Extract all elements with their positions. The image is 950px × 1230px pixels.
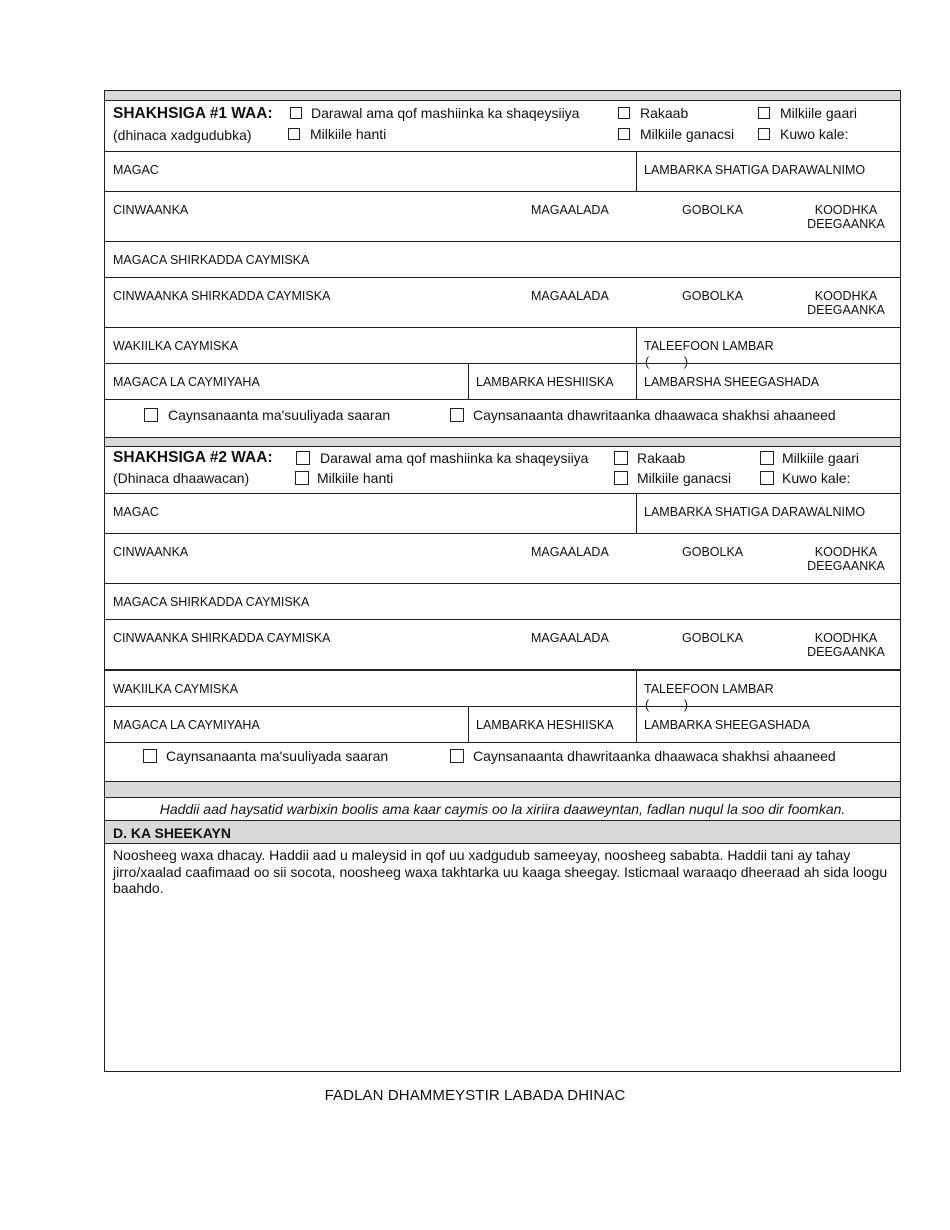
witness1-policy-field[interactable]: LAMBARKA HESHIISKA [476, 375, 614, 389]
witness2-owner-label: Milkiile hanti [317, 470, 394, 486]
witness2-phone-field[interactable]: TALEEFOON LAMBAR [644, 682, 774, 696]
witness2-license-field[interactable]: LAMBARKA SHATIGA DARAWALNIMO [644, 505, 866, 519]
witness2-liability-label: Caynsanaanta ma'suuliyada saaran [166, 748, 389, 764]
top-band [105, 91, 900, 101]
witness1-driver-checkbox[interactable] [290, 107, 302, 119]
witness2-subtitle: (Dhinaca dhaawacan) [113, 470, 250, 486]
witness1-pedestrian-checkbox[interactable] [618, 128, 630, 140]
witness1-pedestrian-label: Milkiile ganacsi [640, 126, 735, 142]
witness1-vehicle-owner-checkbox[interactable] [758, 107, 770, 119]
witness1-zip-field[interactable]: KOODHKA DEEGAANKA [807, 203, 885, 231]
witness2-pip-checkbox[interactable] [450, 749, 464, 763]
witness1-insurance-name-field[interactable]: MAGACA SHIRKADDA CAYMISKA [113, 253, 310, 267]
witness2-other-checkbox[interactable] [760, 471, 774, 485]
witness1-driver-label: Darawal ama qof mashiinka ka shaqeysiiya [311, 105, 580, 121]
section-d-instructions: Noosheeg waxa dhacay. Haddii aad u maleysid in qof uu xadgudub sameeyay, noosheeg sababta. Haddii tani ay tahay jirro/xaalad caafimaad oo sii socota, noosheeg waxa takhtarka uu kaaga sheegay. Isticmaal waraaqo dheeraad ah sida loogu baahdo. [113, 847, 888, 896]
witness1-insurance-city-field[interactable]: MAGAALADA [531, 289, 609, 303]
witness1-passenger-checkbox[interactable] [618, 107, 630, 119]
middle-band [105, 437, 900, 447]
witness2-pedestrian-label: Milkiile ganacsi [637, 470, 732, 486]
witness1-state-field[interactable]: GOBOLKA [682, 203, 744, 217]
section-d-writing-area[interactable] [105, 897, 900, 1071]
witness1-city-field[interactable]: MAGAALADA [531, 203, 609, 217]
witness2-vehicle-owner-label: Milkiile gaari [782, 450, 860, 466]
witness2-agent-field[interactable]: WAKIILKA CAYMISKA [113, 682, 239, 696]
witness2-insurance-city-field[interactable]: MAGAALADA [531, 631, 609, 645]
witness1-name-field[interactable]: MAGAC [113, 163, 159, 177]
witness1-address-field[interactable]: CINWAANKA [113, 203, 189, 217]
witness1-phone-parens: ( ) [645, 355, 689, 369]
witness1-insurance-address-field[interactable]: CINWAANKA SHIRKADDA CAYMISKA [113, 289, 331, 303]
witness1-insured-field[interactable]: MAGACA LA CAYMIYAHA [113, 375, 260, 389]
witness1-plate-field[interactable]: LAMBARSHA SHEEGASHADA [644, 375, 820, 389]
witness2-pedestrian-checkbox[interactable] [614, 471, 628, 485]
witness2-passenger-checkbox[interactable] [614, 451, 628, 465]
witness1-liability-label: Caynsanaanta ma'suuliyada saaran [168, 407, 391, 423]
witness1-section [105, 101, 900, 437]
witness1-passenger-label: Rakaab [640, 105, 689, 121]
witness2-zip-field[interactable]: KOODHKA DEEGAANKA [807, 545, 885, 573]
witness2-title: SHAKHSIGA #2 WAA: [113, 449, 273, 466]
witness2-phone-parens: ( ) [645, 698, 689, 712]
witness1-other-label: Kuwo kale: [780, 126, 849, 142]
witness2-other-label: Kuwo kale: [782, 470, 851, 486]
witness2-section [105, 447, 900, 781]
police-report-note: Haddii aad haysatid warbixin boolis ama kaar caymis oo la xiriira daaweyntan, fadlan nuqul la soo dir foomkan. [159, 801, 846, 817]
witness2-insurance-zip-field[interactable]: KOODHKA DEEGAANKA [807, 631, 885, 659]
witness2-driver-label: Darawal ama qof mashiinka ka shaqeysiiya [320, 450, 589, 466]
footer-text: FADLAN DHAMMEYSTIR LABADA DHINAC [324, 1087, 626, 1104]
witness2-pip-label: Caynsanaanta dhawritaanka dhaawaca shakhsi ahaaneed [473, 748, 836, 764]
witness2-vehicle-owner-checkbox[interactable] [760, 451, 774, 465]
witness1-insurance-zip-field[interactable]: KOODHKA DEEGAANKA [807, 289, 885, 317]
witness2-state-field[interactable]: GOBOLKA [682, 545, 744, 559]
witness1-liability-checkbox[interactable] [144, 408, 158, 422]
witness2-insurance-address-field[interactable]: CINWAANKA SHIRKADDA CAYMISKA [113, 631, 331, 645]
claim-form [104, 90, 901, 1072]
section-d-title: D. KA SHEEKAYN [113, 825, 231, 841]
witness2-policy-field[interactable]: LAMBARKA HESHIISKA [476, 718, 614, 732]
witness2-driver-checkbox[interactable] [296, 451, 310, 465]
witness2-insurance-state-field[interactable]: GOBOLKA [682, 631, 744, 645]
witness2-plate-field[interactable]: LAMBARKA SHEEGASHADA [644, 718, 811, 732]
witness2-passenger-label: Rakaab [637, 450, 686, 466]
witness1-phone-field[interactable]: TALEEFOON LAMBAR [644, 339, 774, 353]
witness2-insured-field[interactable]: MAGACA LA CAYMIYAHA [113, 718, 260, 732]
witness1-subtitle: (dhinaca xadgudubka) [113, 127, 252, 143]
witness1-pip-checkbox[interactable] [450, 408, 464, 422]
witness2-liability-checkbox[interactable] [143, 749, 157, 763]
witness2-address-field[interactable]: CINWAANKA [113, 545, 189, 559]
witness2-insurance-name-field[interactable]: MAGACA SHIRKADDA CAYMISKA [113, 595, 310, 609]
witness2-name-field[interactable]: MAGAC [113, 505, 159, 519]
witness1-other-checkbox[interactable] [758, 128, 770, 140]
witness1-vehicle-owner-label: Milkiile gaari [780, 105, 858, 121]
witness1-pip-label: Caynsanaanta dhawritaanka dhaawaca shakhsi ahaaneed [473, 407, 836, 423]
witness2-owner-checkbox[interactable] [295, 471, 309, 485]
witness1-owner-label: Milkiile hanti [310, 126, 387, 142]
witness1-insurance-state-field[interactable]: GOBOLKA [682, 289, 744, 303]
witness1-title: SHAKHSIGA #1 WAA: [113, 105, 273, 122]
witness1-license-field[interactable]: LAMBARKA SHATIGA DARAWALNIMO [644, 163, 866, 177]
lower-band [105, 781, 900, 798]
witness2-city-field[interactable]: MAGAALADA [531, 545, 609, 559]
witness1-agent-field[interactable]: WAKIILKA CAYMISKA [113, 339, 239, 353]
witness1-owner-checkbox[interactable] [288, 128, 300, 140]
